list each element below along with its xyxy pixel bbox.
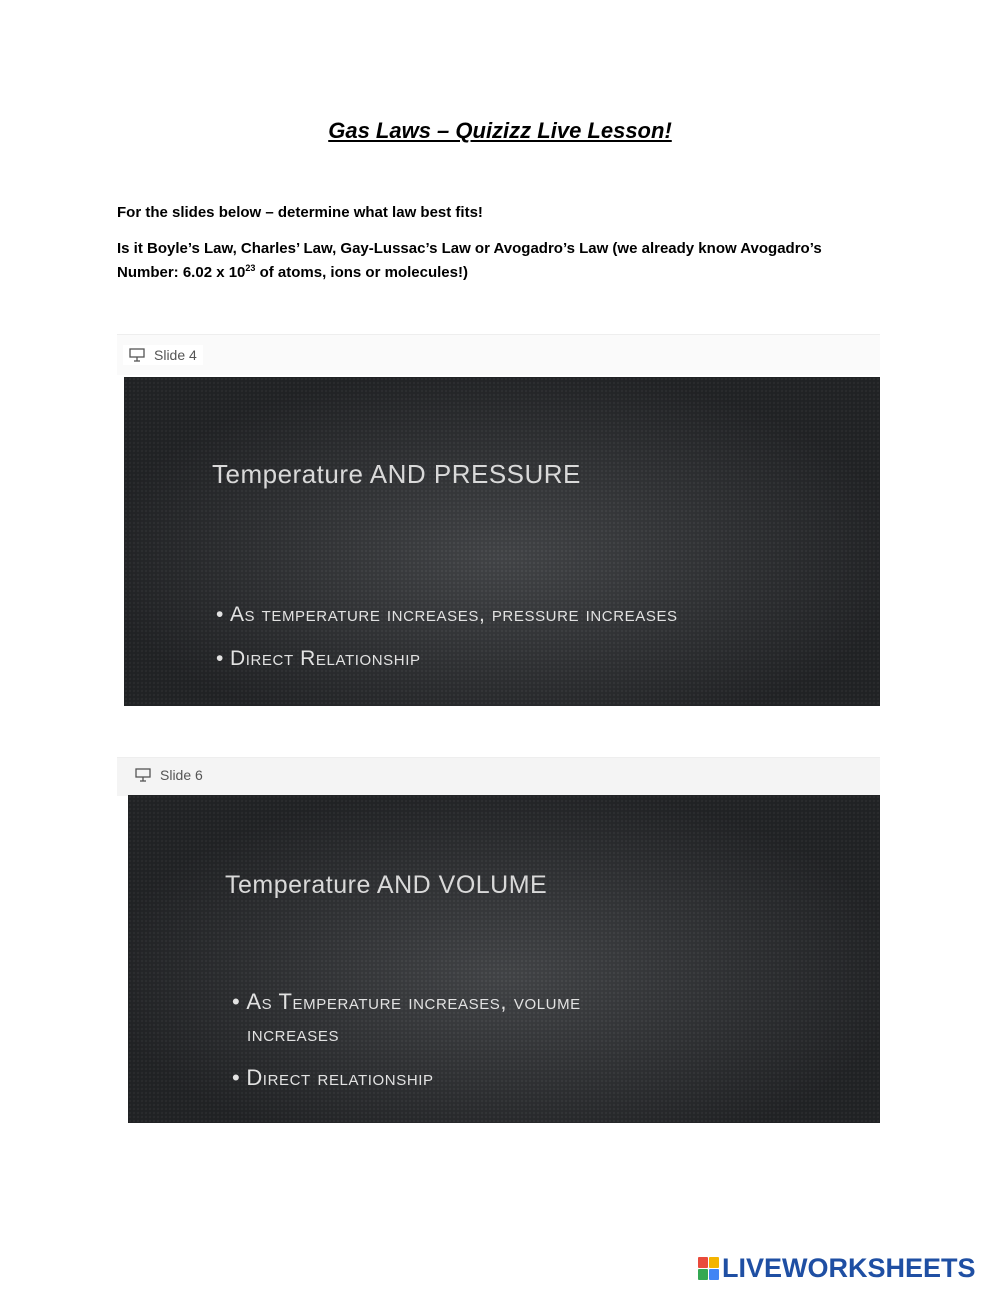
- logo-mark: [698, 1257, 719, 1280]
- slide-bullet-continued: increases: [247, 1021, 340, 1046]
- bullet-text: Direct Relationship: [229, 647, 421, 670]
- slide-label: Slide 4: [154, 347, 197, 363]
- slide-block-6: [117, 757, 880, 1123]
- slide-bullet: [232, 1065, 434, 1091]
- logo-square: [698, 1257, 708, 1268]
- slide-header: [117, 334, 880, 375]
- slide-block-4: [117, 334, 880, 706]
- instruction-2-text: Is it Boyle’s Law, Charles’ Law, Gay-Lussac’s Law or Avogadro’s Law (we already know Avogadro’s Number: 6.02 x 10: [117, 240, 822, 281]
- logo-text: LIVEWORKSHEETS: [722, 1253, 976, 1283]
- bullet-glyph: •: [232, 1065, 241, 1090]
- bullet-text: As Temperature increases, volume: [246, 989, 581, 1014]
- slide-bullet: [216, 603, 678, 627]
- slide-tag[interactable]: [129, 765, 209, 785]
- slide-bullet: [232, 989, 581, 1015]
- bullet-glyph: •: [216, 603, 224, 626]
- slide-image: [124, 377, 880, 706]
- instruction-2: [117, 237, 877, 285]
- slide-header: [117, 757, 880, 796]
- slide-title: Temperature AND PRESSURE: [212, 459, 581, 489]
- logo-square: [709, 1269, 719, 1280]
- slide-title: Temperature AND VOLUME: [225, 871, 548, 899]
- logo-square: [698, 1269, 708, 1280]
- instruction-2-text-end: of atoms, ions or molecules!): [255, 264, 468, 281]
- document-title: Gas Laws – Quizizz Live Lesson!: [328, 118, 672, 143]
- presentation-icon: [135, 768, 151, 782]
- bullet-text: As temperature increases, pressure increases: [229, 603, 678, 626]
- slide-tag[interactable]: [123, 345, 203, 365]
- slide-label: Slide 6: [160, 767, 203, 783]
- bullet-text: Direct relationship: [246, 1065, 434, 1090]
- liveworksheets-logo: [698, 1253, 976, 1284]
- presentation-icon: [129, 348, 145, 362]
- bullet-glyph: •: [232, 989, 241, 1014]
- exponent: 23: [245, 263, 256, 273]
- bullet-glyph: •: [216, 647, 224, 670]
- logo-square: [709, 1257, 719, 1268]
- instruction-1: For the slides below – determine what law best fits!: [117, 204, 483, 221]
- slide-image: [128, 795, 880, 1123]
- slide-bullet: [216, 647, 421, 671]
